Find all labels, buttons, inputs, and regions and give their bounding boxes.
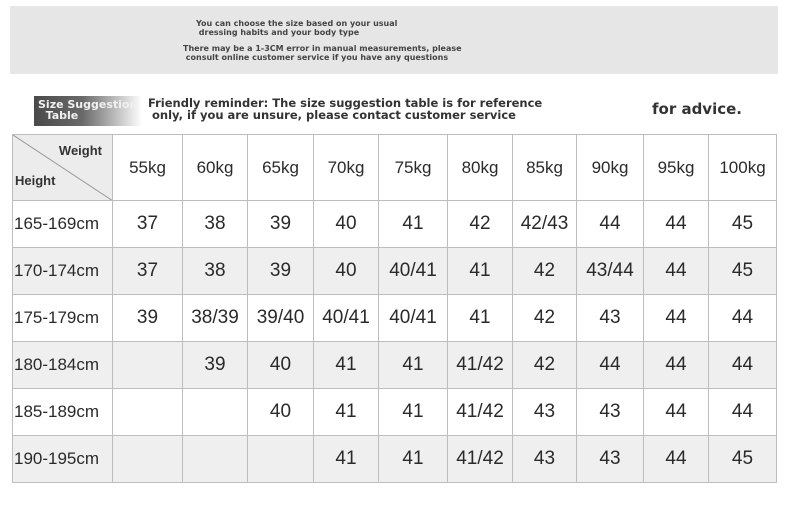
size-cell: 40 <box>248 389 314 436</box>
size-cell: 39 <box>248 248 314 295</box>
size-cell: 45 <box>709 201 777 248</box>
size-cell: 39/40 <box>248 295 314 342</box>
table-row <box>13 248 777 295</box>
size-cell: 44 <box>577 342 644 389</box>
size-suggestion-tag <box>34 96 142 126</box>
size-cell: 40/41 <box>379 295 448 342</box>
size-cell: 38/39 <box>183 295 248 342</box>
size-cell: 41 <box>379 436 448 483</box>
corner-weight-label: Weight <box>58 143 102 158</box>
weight-header: 90kg <box>577 135 644 201</box>
size-cell <box>113 436 183 483</box>
info-banner <box>10 6 778 74</box>
size-cell: 45 <box>709 248 777 295</box>
weight-header: 70kg <box>314 135 379 201</box>
size-cell: 41/42 <box>448 436 513 483</box>
size-cell: 42 <box>513 295 577 342</box>
size-cell: 41 <box>314 342 379 389</box>
friendly-reminder: Friendly reminder: The size suggestion table is for reference only, if you are unsure, please contact customer service <box>148 96 543 122</box>
size-cell <box>183 436 248 483</box>
size-cell: 43 <box>513 436 577 483</box>
size-cell: 41 <box>379 201 448 248</box>
height-label: 185-189cm <box>13 389 113 436</box>
size-cell: 38 <box>183 201 248 248</box>
size-cell: 39 <box>183 342 248 389</box>
weight-header: 60kg <box>183 135 248 201</box>
corner-height-label: Height <box>15 173 56 188</box>
height-label: 175-179cm <box>13 295 113 342</box>
height-label: 170-174cm <box>13 248 113 295</box>
size-cell: 44 <box>644 342 709 389</box>
advice-text: for advice. <box>652 100 742 118</box>
corner-cell <box>13 135 113 201</box>
size-cell: 41 <box>314 436 379 483</box>
size-table <box>12 134 777 483</box>
size-cell: 41 <box>448 248 513 295</box>
size-cell: 42/43 <box>513 201 577 248</box>
size-cell: 44 <box>709 342 777 389</box>
size-cell: 44 <box>709 295 777 342</box>
size-cell: 42 <box>448 201 513 248</box>
size-cell: 42 <box>513 342 577 389</box>
weight-header: 95kg <box>644 135 709 201</box>
size-cell: 43 <box>577 436 644 483</box>
size-cell: 40 <box>314 201 379 248</box>
size-cell: 44 <box>644 295 709 342</box>
size-cell: 40 <box>248 342 314 389</box>
height-label: 165-169cm <box>13 201 113 248</box>
size-cell: 44 <box>577 201 644 248</box>
size-cell: 39 <box>248 201 314 248</box>
size-cell: 38 <box>183 248 248 295</box>
size-cell <box>113 389 183 436</box>
weight-header: 100kg <box>709 135 777 201</box>
size-cell: 43 <box>577 295 644 342</box>
table-row <box>13 295 777 342</box>
table-row <box>13 389 777 436</box>
weight-header: 75kg <box>379 135 448 201</box>
size-cell: 44 <box>644 436 709 483</box>
size-cell: 41 <box>379 389 448 436</box>
table-row <box>13 342 777 389</box>
weight-header: 85kg <box>513 135 577 201</box>
size-cell: 40/41 <box>314 295 379 342</box>
height-label: 180-184cm <box>13 342 113 389</box>
size-cell: 39 <box>113 295 183 342</box>
size-cell: 44 <box>644 201 709 248</box>
size-cell <box>183 389 248 436</box>
size-cell: 45 <box>709 436 777 483</box>
tag-label: Size Suggestion Table <box>38 98 138 122</box>
size-cell: 43 <box>577 389 644 436</box>
weight-header: 80kg <box>448 135 513 201</box>
size-cell <box>248 436 314 483</box>
table-row <box>13 436 777 483</box>
size-cell: 42 <box>513 248 577 295</box>
size-cell: 41 <box>379 342 448 389</box>
size-cell: 40/41 <box>379 248 448 295</box>
size-cell: 41 <box>314 389 379 436</box>
size-cell: 43/44 <box>577 248 644 295</box>
weight-header: 55kg <box>113 135 183 201</box>
weight-header: 65kg <box>248 135 314 201</box>
table-row <box>13 201 777 248</box>
size-cell: 41 <box>448 295 513 342</box>
banner-text-fit: You can choose the size based on your usual dressing habits and your body type <box>196 19 398 37</box>
header-row <box>13 135 777 201</box>
size-cell: 44 <box>709 389 777 436</box>
size-cell <box>113 342 183 389</box>
size-cell: 37 <box>113 248 183 295</box>
size-cell: 44 <box>644 248 709 295</box>
size-cell: 43 <box>513 389 577 436</box>
banner-text-error: There may be a 1-3CM error in manual measurements, please consult online customer service if you have any questions <box>183 44 462 62</box>
height-label: 190-195cm <box>13 436 113 483</box>
size-cell: 40 <box>314 248 379 295</box>
size-cell: 41/42 <box>448 342 513 389</box>
size-cell: 41/42 <box>448 389 513 436</box>
size-cell: 37 <box>113 201 183 248</box>
size-cell: 44 <box>644 389 709 436</box>
